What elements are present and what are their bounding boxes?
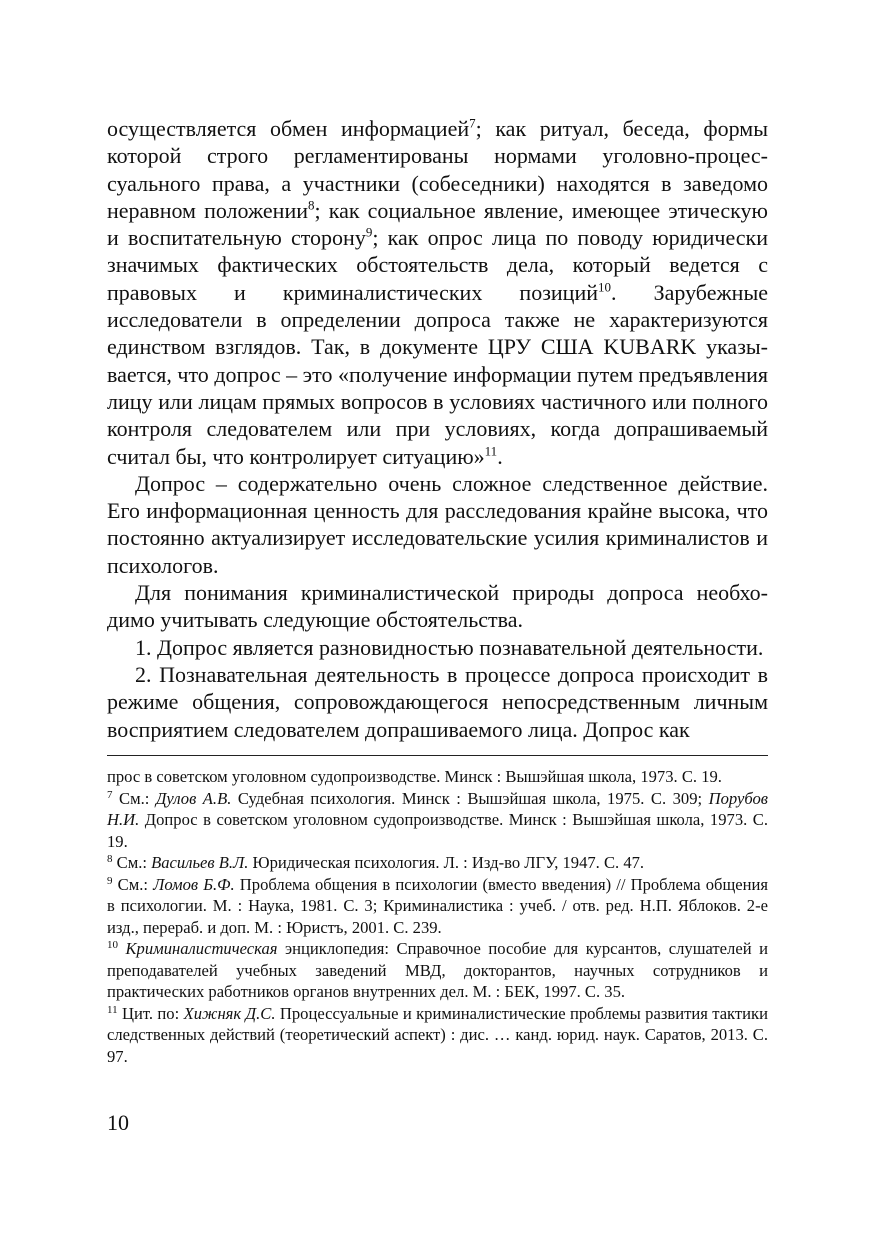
author-name: Порубов Н.И. [107, 788, 769, 829]
footnote-separator [107, 755, 768, 756]
text-run: Допрос в советском уголовном судопроизводстве. Минск : Вышэйшая школа, 1973. С. 19. [107, 810, 768, 851]
paragraph-1 [107, 115, 768, 470]
footnote-continuation: прос в советском уголовном судопроизводстве. Минск : Вышэйшая школа, 1973. С. 19. [107, 767, 722, 786]
footnote-ref-8[interactable]: 8 [308, 197, 315, 213]
author-name: Васильев В.Л. [151, 853, 249, 872]
footnote-number: 7 [107, 788, 113, 801]
text-run: осуществляется обмен информацией [107, 116, 470, 141]
footnote-ref-10[interactable]: 10 [598, 279, 611, 295]
text-run: Юридическая психология. Л. : Изд-во ЛГУ, 1947. С. 47. [248, 853, 645, 872]
main-text [107, 115, 768, 743]
paragraph-3: Для понимания криминалистической природы допроса необходимо учитывать следующие обстоятельства. [107, 580, 768, 633]
text-run: Цит. по: [117, 1003, 184, 1023]
footnote-ref-7[interactable]: 7 [469, 115, 476, 131]
footnotes [107, 766, 768, 1067]
footnote-8 [107, 852, 768, 874]
footnote-number: 9 [107, 874, 113, 887]
text-run: См.: [112, 788, 156, 808]
footnote-number: 8 [107, 852, 113, 865]
footnote-ref-9[interactable]: 9 [365, 224, 373, 240]
paragraph-5: 2. Познавательная деятельность в процессе допроса происходит в режиме общения, сопровождающегося непосредственным личным восприятием следователем допрашиваемого лица. Допрос как [107, 661, 768, 742]
text-run: См.: [112, 853, 152, 872]
text-run: ; как ритуал, беседа, формы которой строго регламентированы нормами уголовно-процессуального права, а участники (собеседники) находятся в заведомо неравном положении [107, 116, 768, 223]
footnote-number: 11 [107, 1003, 118, 1016]
page-number: 10 [107, 1110, 129, 1135]
paragraph-2: Допрос – содержательно очень сложное следственное действие. Его информационная ценность для расследования крайне высока, что постоянно актуализирует исследовательские усилия криминалистов и психологов. [107, 470, 768, 578]
text-run: . [497, 443, 503, 469]
text-run: энциклопедия: Справочное пособие для курсантов, слушателей и преподавателей учебных заведений МВД, докторантов, научных сотрудников и практических работников органов внутренних дел. М. : БЕК, 1997. С. 35. [107, 939, 768, 1001]
footnote-11 [107, 1003, 768, 1068]
footnote-10 [107, 938, 768, 1003]
paragraph-4: 1. Допрос является разновидностью познавательной деятельности. [135, 634, 764, 660]
text-run: . Зарубежные исследователи в определении допроса также не характеризуются единством взглядов. Так, в документе ЦРУ США KUBARK указывается, что допрос – это «получение информации путем предъявления лицу или лицам прямых вопросов в условиях частичного или полного контроля следователем или при условиях, когда допрашиваемый считал бы, что контролирует ситуацию» [107, 279, 768, 469]
text-run: Судебная психология. Минск : Вышэйшая школа, 1975. С. 309; [231, 788, 709, 808]
text-run: См.: [112, 874, 154, 894]
book-title: Криминалистическая [118, 939, 278, 958]
footnote-number: 10 [107, 938, 118, 951]
text-run: ; как социальное явление, имеющее этическую и воспитательную сторону [107, 197, 768, 251]
text-run: Проблема общения в психологии (вместо введения) // Проблема общения в психологии. М. : Наука, 1981. С. 3; Криминалистика : учеб. / отв. ред. Н.П. Яблоков. 2-е изд., перераб. и доп. М. : Юристъ, 2001. С. 239. [107, 874, 769, 937]
footnote-9 [107, 874, 768, 939]
footnote-7 [107, 788, 768, 853]
text-run: ; как опрос лица по поводу юридически значимых фактических обстоятельств дела, который ведется с правовых и криминалистических позиций [107, 225, 768, 305]
footnote-ref-11[interactable]: 11 [484, 443, 498, 459]
author-name: Дулов А.В. [155, 788, 232, 808]
author-name: Ломов Б.Ф. [153, 874, 235, 894]
author-name: Хижняк Д.С. [183, 1003, 276, 1023]
text-run: Процессуальные и криминалистические проблемы развития тактики следственных действий (теоретический аспект) : дис. … канд. юрид. наук. Саратов, 2013. С. 97. [107, 1003, 768, 1066]
